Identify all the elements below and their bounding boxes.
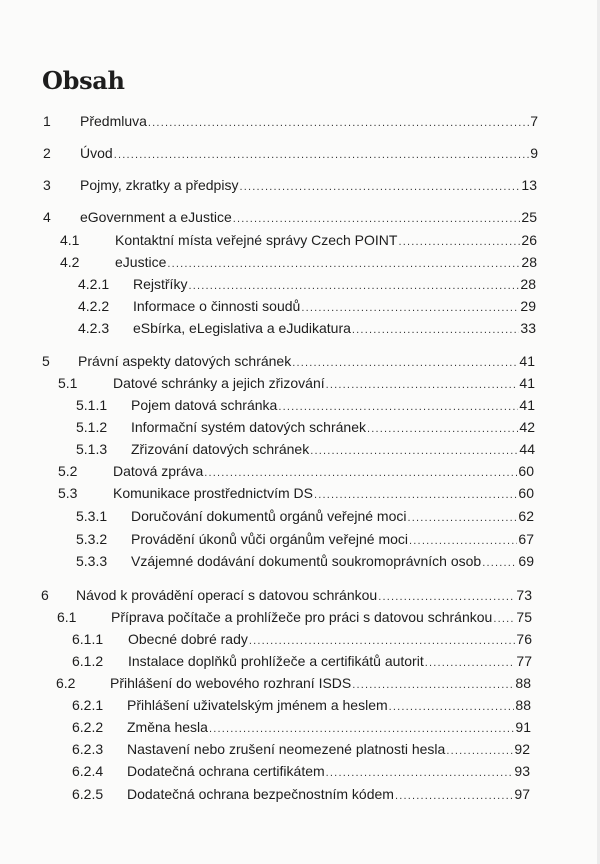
dot-leader [352,321,520,339]
toc-entry-number: 5.1 [58,375,78,391]
toc-entry-title: Informační systém datových schránek [131,419,366,435]
dot-leader [352,676,514,694]
toc-entry-number: 1 [43,113,51,129]
dot-leader [239,178,520,196]
dot-leader [249,632,516,650]
toc-entry-page: 88 [515,697,531,713]
toc-entry [78,297,536,315]
toc-entry [43,144,538,162]
toc-entry-page: 75 [516,609,532,625]
toc-entry-number: 4.2 [60,254,80,270]
page-title: Obsah [42,66,125,95]
toc-entry [57,608,532,626]
toc-entry-page: 69 [518,553,534,569]
toc-entry [72,630,532,648]
dot-leader [233,210,521,228]
dot-leader [446,742,513,760]
dot-leader [310,442,518,460]
toc-entry-page: 60 [518,485,534,501]
toc-entry-number: 5.3 [58,485,78,501]
toc-entry-number: 3 [43,177,51,193]
toc-entry-title: Příprava počítače a prohlížeče pro práci s datovou schránkou [111,609,493,625]
toc-entry-page: 42 [519,419,535,435]
toc-entry-number: 5.3.1 [76,508,108,524]
toc-entry-number: 4 [43,209,51,225]
toc-entry-title: eGovernment a eJustice [80,209,232,225]
toc-entry-page: 92 [514,741,530,757]
toc-entry-title: eJustice [115,254,167,270]
toc-entry-title: Obecné dobré rady [128,631,248,647]
toc-entry-page: 62 [518,508,534,524]
toc-entry-page: 33 [520,320,536,336]
toc-entry-page: 13 [521,177,537,193]
toc-entry [60,231,537,249]
toc-entry-title: Provádění úkonů vůči orgánům veřejné moci [131,531,409,547]
toc-entry-number: 6.2.5 [72,786,104,802]
toc-entry-number: 5.3.2 [76,531,108,547]
toc-entry [72,696,531,714]
dot-leader [389,698,515,716]
toc-entry-number: 4.2.1 [78,276,110,292]
toc-entry-page: 28 [521,254,537,270]
toc-entry-title: Datová zpráva [113,463,204,479]
toc-entry [58,484,534,502]
toc-entry-number: 6 [41,587,49,603]
toc-entry-title: Informace o činnosti soudů [133,298,301,314]
toc-entry-page: 91 [515,719,531,735]
toc-entry-number: 4.2.2 [78,298,110,314]
toc-entry-title: Pojem datová schránka [131,397,278,413]
dot-leader [398,233,520,251]
toc-entry-page: 44 [519,441,535,457]
toc-entry-title: Přihlášení do webového rozhraní ISDS [110,675,352,691]
toc-entry-title: Rejstříky [133,276,188,292]
toc-entry [72,740,530,758]
toc-entry-page: 41 [519,397,535,413]
toc-entry-number: 6.2.3 [72,741,104,757]
toc-entry-title: Dodatečná ochrana certifikátem [127,763,325,779]
toc-entry-title: Datové schránky a jejich zřizování [113,375,325,391]
toc-entry-number: 5.1.1 [76,397,108,413]
dot-leader [326,764,514,782]
toc-entry [72,762,530,780]
dot-leader [148,114,529,132]
toc-entry-page: 76 [516,631,532,647]
toc-entry-title: Vzájemné dodávání dokumentů soukromoprávních osob [131,553,482,569]
dot-leader [114,146,530,164]
toc-entry-number: 4.2.3 [78,320,110,336]
toc-entry [56,674,531,692]
toc-entry [78,319,536,337]
toc-entry [76,396,535,414]
dot-leader [378,588,515,606]
toc-entry [58,374,535,392]
toc-entry [72,718,531,736]
toc-entry-number: 2 [43,145,51,161]
toc-entry [60,253,537,271]
toc-entry [76,530,534,548]
toc-entry-title: Doručování dokumentů orgánů veřejné moci [131,508,407,524]
toc-entry-page: 77 [516,653,532,669]
toc-entry-number: 6.2.4 [72,763,104,779]
toc-entry-number: 6.2.1 [72,697,104,713]
toc-entry-title: eSbírka, eLegislativa a eJudikatura [133,320,351,336]
toc-entry-title: Návod k provádění operací s datovou schránkou [76,587,378,603]
dot-leader [204,464,517,482]
toc-entry-page: 73 [516,587,532,603]
dot-leader [167,255,520,273]
toc-entry-page: 28 [520,276,536,292]
toc-entry-page: 25 [521,209,537,225]
toc-entry-page: 41 [519,375,535,391]
dot-leader [301,299,519,317]
toc-entry-title: Pojmy, zkratky a předpisy [80,177,239,193]
toc-entry-page: 60 [518,463,534,479]
dot-leader [425,654,516,672]
toc-entry-number: 4.1 [60,232,80,248]
toc-entry [42,352,535,370]
toc-entry-number: 5.3.3 [76,553,108,569]
toc-entry-title: Kontaktní místa veřejné správy Czech POINT [115,232,398,248]
toc-entry-number: 5.1.2 [76,419,108,435]
toc-entry-title: Komunikace prostřednictvím DS [113,485,313,501]
toc-entry-number: 6.1 [57,609,77,625]
dot-leader [408,509,518,527]
dot-leader [367,420,518,438]
toc-entry-page: 26 [521,232,537,248]
toc-entry-title: Nastavení nebo zrušení neomezené platnosti hesla [127,741,446,757]
toc-entry [76,418,535,436]
toc-entry [43,208,537,226]
toc-entry [41,586,532,604]
toc-entry [72,785,530,803]
toc-entry [72,652,532,670]
toc-entry [58,462,534,480]
toc-entry [43,176,537,194]
dot-leader [326,376,519,394]
dot-leader [493,610,515,628]
toc-entry-page: 41 [519,353,535,369]
toc-entry-title: Právní aspekty datových schránek [78,353,292,369]
toc-entry-title: Dodatečná ochrana bezpečnostním kódem [127,786,394,802]
toc-entry-number: 6.2 [56,675,76,691]
toc-entry-title: Instalace doplňků prohlížeče a certifikátů autorit [128,653,424,669]
dot-leader [395,787,513,805]
toc-entry-page: 9 [530,145,538,161]
toc-entry [76,507,534,525]
toc-entry-page: 97 [514,786,530,802]
toc-entry-number: 5.2 [58,463,78,479]
toc-entry-page: 67 [518,531,534,547]
dot-leader [292,354,518,372]
dot-leader [482,554,517,572]
toc-entry [76,552,534,570]
toc-entry-page: 88 [515,675,531,691]
dot-leader [209,720,514,738]
toc-entry-title: Zřizování datových schránek [131,441,310,457]
dot-leader [314,486,517,504]
toc-entry-number: 6.1.2 [72,653,104,669]
toc-entry-number: 6.1.1 [72,631,104,647]
dot-leader [188,277,519,295]
toc-entry-page: 29 [520,298,536,314]
toc-entry [76,440,535,458]
toc-entry-page: 7 [530,113,538,129]
dot-leader [409,532,517,550]
dot-leader [278,398,518,416]
toc-entry-title: Předmluva [80,113,147,129]
toc-entry-number: 5.1.3 [76,441,108,457]
toc-entry [43,112,538,130]
toc-entry-title: Úvod [80,145,113,161]
toc-entry-number: 5 [42,353,50,369]
toc-entry-page: 93 [514,763,530,779]
toc-entry-title: Změna hesla [127,719,208,735]
toc-entry [78,275,536,293]
toc-entry-number: 6.2.2 [72,719,104,735]
toc-entry-title: Přihlášení uživatelským jménem a heslem [127,697,388,713]
